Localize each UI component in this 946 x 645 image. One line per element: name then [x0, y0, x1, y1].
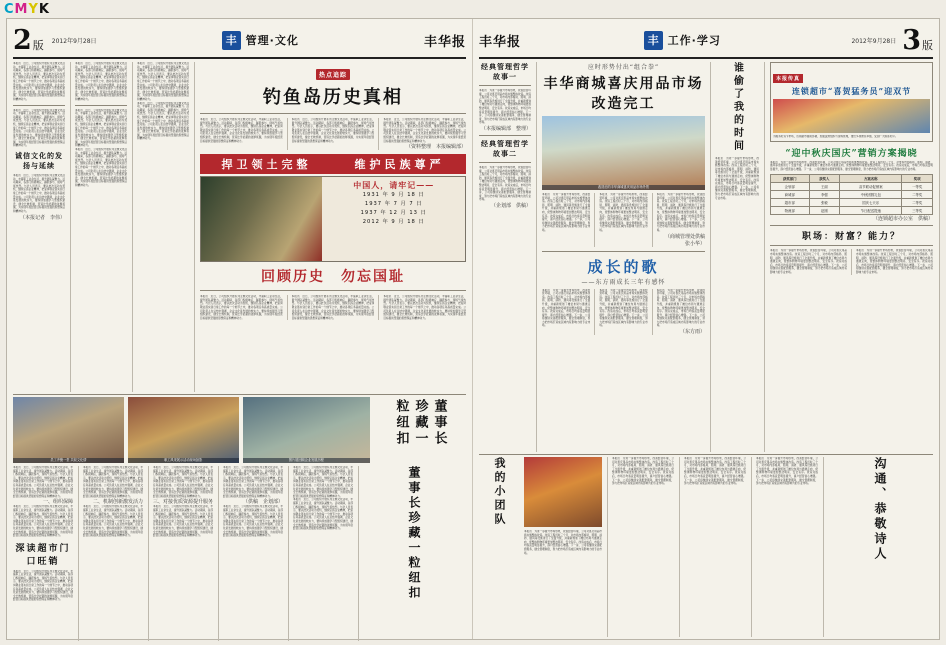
lead-banner: 回顾历史 勿忘国耻: [261, 269, 405, 286]
brand-logo-icon: 丰: [644, 31, 663, 50]
body-text: 本报讯 近日，公司组织开展系列主题文化活动，丰富职工业余生活，提升团队凝聚力。活动期间，各部门积极响应，踊跃参与，现场气氛热烈。与会人员表示，要以此次活动为契机，继续弘扬企业精神，把爱岗敬业落实到日常工作的每一个细节之中，推动各项任务高质量完成。公司负责人在总结中强调，企业文化是发展的软实力，要持续加强学习型组织建设，健全长效机制，营造比学赶超的浓厚氛围，为实现年度经营目标提供坚强的思想保证和精神动力。: [293, 498, 353, 531]
lead-photo: [542, 116, 705, 190]
body-text: 本报讯 近日，公司组织开展系列主题文化活动，丰富职工业余生活，提升团队凝聚力。活动期间，各部门积极响应，踊跃参与，现场气氛热烈。与会人员表示，要以此次活动为契机，继续弘扬企业精神，把爱岗敬业落实到日常工作的每一个细节之中，推动各项任务高质量完成。公司负责人在总结中强调，企业文化是发展的软实力，要持续加强学习型组织建设，健全长效机制，营造比学赶超的浓厚氛围，为实现年度经营目标提供坚强的思想保证和精神动力。: [75, 108, 127, 148]
page-2-char: 版: [32, 38, 44, 52]
body-text: 本报讯 近日，公司组织开展系列主题文化活动，丰富职工业余生活，提升团队凝聚力。活动期间，各部门积极响应，踊跃参与，现场气氛热烈。与会人员表示，要以此次活动为契机，继续弘扬企业精神，把爱岗敬业落实到日常工作的每一个细节之中，推动各项任务高质量完成。公司负责人在总结中强调，企业文化是发展的软实力，要持续加强学习型组织建设，健全长效机制，营造比学赶超的浓厚氛围，为实现年度经营目标提供坚强的思想保证和精神动力。: [153, 505, 213, 538]
body-text: 本报讯 近日，公司组织开展系列主题文化活动，丰富职工业余生活，提升团队凝聚力。活动期间，各部门积极响应，踊跃参与，现场气氛热烈。与会人员表示，要以此次活动为契机，继续弘扬企业精神，把爱岗敬业落实到日常工作的每一个细节之中，推动各项任务高质量完成。公司负责人在总结中强调，企业文化是发展的软实力，要持续加强学习型组织建设，健全长效机制，营造比学赶超的浓厚氛围，为实现年度经营目标提供坚强的思想保证和精神动力。: [223, 466, 283, 498]
body-text: 本报讯 为进一步提升市场形象，改善经营环境，公司对喜庆用品市场实施整体改造。改造工程历时三个月，对市场内部格局、照明、消防、通风等设施进行了全面升级，并重新规划了摊位布局与通道走向，使整体购物环境更加整洁明亮、安全有序。改造完成后，市场日均客流量明显提升，商户经营信心增强。下一步，公司将继续完善配套服务，健全管理制度，努力把市场打造成区域内有影响力的专业市场。: [524, 530, 602, 555]
byline: （东方雨）: [679, 329, 705, 336]
reg-mark-y: Y: [28, 2, 39, 17]
sub-headline: 深读超市门口旺销: [15, 543, 71, 567]
page-2-bottom-columns: [7, 466, 472, 641]
portrait-photo: [201, 177, 322, 261]
byline: （企划部 供稿）: [490, 202, 531, 209]
byline: （商城管理处供稿 张小华）: [664, 233, 710, 247]
body-text: 本报讯 为进一步提升市场形象，改善经营环境，公司对喜庆用品市场实施整体改造。改造工程历时三个月，对市场内部格局、照明、消防、通风等设施进行了全面升级，并重新规划了摊位布局与通道走向，使整体购物环境更加整洁明亮、安全有序。改造完成后，市场日均客流量明显提升，商户经营信心增强。下一步，公司将继续完善配套服务，健全管理制度，努力把市场打造成区域内有影响力的专业市场。: [612, 457, 674, 486]
body-text: 本报讯 近日，公司组织开展系列主题文化活动，丰富职工业余生活，提升团队凝聚力。活动期间，各部门积极响应，踊跃参与，现场气氛热烈。与会人员表示，要以此次活动为契机，继续弘扬企业精神，把爱岗敬业落实到日常工作的每一个细节之中，推动各项任务高质量完成。公司负责人在总结中强调，企业文化是发展的软实力，要持续加强学习型组织建设，健全长效机制，营造比学赶超的浓厚氛围，为实现年度经营目标提供坚强的思想保证和精神动力。: [291, 295, 375, 320]
byline: （本报记者 李伟）: [19, 214, 65, 221]
page-2-section: 管理·文化: [245, 34, 299, 47]
section-label: 三、对接优质资源提升服务: [153, 499, 214, 506]
body-text: 本报讯 近日，公司组织开展系列主题文化活动，丰富职工业余生活，提升团队凝聚力。活动期间，各部门积极响应，踊跃参与，现场气氛热烈。与会人员表示，要以此次活动为契机，继续弘扬企业精神，把爱岗敬业落实到日常工作的每一个细节之中，推动各项任务高质量完成。公司负责人在总结中强调，企业文化是发展的软实力，要持续加强学习型组织建设，健全长效机制，营造比学赶超的浓厚氛围，为实现年度经营目标提供坚强的思想保证和精神动力。: [223, 505, 283, 538]
reg-mark-c: C: [4, 2, 15, 17]
body-text: 本报讯 近日，公司组织开展系列主题文化活动，丰富职工业余生活，提升团队凝聚力。活动期间，各部门积极响应，踊跃参与，现场气氛热烈。与会人员表示，要以此次活动为契机，继续弘扬企业精神，把爱岗敬业落实到日常工作的每一个细节之中，推动各项任务高质量完成。公司负责人在总结中强调，企业文化是发展的软实力，要持续加强学习型组织建设，健全长效机制，营造比学赶超的浓厚氛围，为实现年度经营目标提供坚强的思想保证和精神动力。: [75, 62, 127, 101]
body-text: 本报讯 近日，公司组织开展系列主题文化活动，丰富职工业余生活，提升团队凝聚力。活动期间，各部门积极响应，踊跃参与，现场气氛热烈。与会人员表示，要以此次活动为契机，继续弘扬企业精神，把爱岗敬业落实到日常工作的每一个细节之中，推动各项任务高质量完成。公司负责人在总结中强调，企业文化是发展的软实力，要持续加强学习型组织建设，健全长效机制，营造比学赶超的浓厚氛围，为实现年度经营目标提供坚强的思想保证和精神动力。: [383, 118, 467, 143]
byline: （供稿 企划部）: [242, 499, 283, 506]
body-text: 本报讯 近日，公司组织开展系列主题文化活动，丰富职工业余生活，提升团队凝聚力。活动期间，各部门积极响应，踊跃参与，现场气氛热烈。与会人员表示，要以此次活动为契机，继续弘扬企业精神，把爱岗敬业落实到日常工作的每一个细节之中，推动各项任务高质量完成。公司负责人在总结中强调，企业文化是发展的软实力，要持续加强学习型组织建设，健全长效机制，营造比学赶超的浓厚氛围，为实现年度经营目标提供坚强的思想保证和精神动力。: [13, 174, 65, 213]
pledge-block: [322, 177, 465, 261]
page-2-date: 2012年9月28日: [51, 37, 97, 45]
lead-headline: 钓鱼岛历史真相: [263, 87, 403, 108]
page-2: [7, 19, 473, 639]
page-3-top-columns: [473, 62, 939, 452]
photo-caption: 员工齐聚一堂 共叙文化情: [13, 458, 124, 463]
page-2-badge: [13, 24, 44, 56]
poster-line-2: 维护民族尊严: [354, 158, 445, 172]
body-text: 本报讯 近日，公司组织开展系列主题文化活动，丰富职工业余生活，提升团队凝聚力。活动期间，各部门积极响应，踊跃参与，现场气氛热烈。与会人员表示，要以此次活动为契机，继续弘扬企业精神，把爱岗敬业落实到日常工作的每一个细节之中，推动各项任务高质量完成。公司负责人在总结中强调，企业文化是发展的软实力，要持续加强学习型组织建设，健全长效机制，营造比学赶超的浓厚氛围，为实现年度经营目标提供坚强的思想保证和精神动力。: [137, 62, 189, 101]
body-text: 本报讯 为进一步提升市场形象，改善经营环境，公司对喜庆用品市场实施整体改造。改造工程历时三个月，对市场内部格局、照明、消防、通风等设施进行了全面升级，并重新规划了摊位布局与通道走向，使整体购物环境更加整洁明亮、安全有序。改造完成后，市场日均客流量明显提升，商户经营信心增强。下一步，公司将继续完善配套服务，健全管理制度，努力把市场打造成区域内有影响力的专业市场。: [715, 157, 759, 200]
page-3-masthead: [479, 23, 933, 59]
body-text: 本报讯 为进一步提升市场形象，改善经营环境，公司对喜庆用品市场实施整体改造。改造工程历时三个月，对市场内部格局、照明、消防、通风等设施进行了全面升级，并重新规划了摊位布局与通道走向，使整体购物环境更加整洁明亮、安全有序。改造完成后，市场日均客流量明显提升，商户经营信心增强。下一步，公司将继续完善配套服务，健全管理制度，努力把市场打造成区域内有影响力的专业市场。: [542, 288, 591, 328]
table-cell: 超市部: [771, 199, 810, 207]
article-headline-vertical: 董事长珍藏一粒纽扣: [407, 466, 421, 601]
photo-caption: 职工风采展示活动现场掠影: [128, 458, 239, 463]
sub-headline: 诚信文化的发扬与延续: [15, 151, 63, 171]
news-photo: [773, 99, 930, 133]
body-text: 本报讯 近日，公司组织开展系列主题文化活动，丰富职工业余生活，提升团队凝聚力。活动期间，各部门积极响应，踊跃参与，现场气氛热烈。与会人员表示，要以此次活动为契机，继续弘扬企业精神，把爱岗敬业落实到日常工作的每一个细节之中，推动各项任务高质量完成。公司负责人在总结中强调，企业文化是发展的软实力，要持续加强学习型组织建设，健全长效机制，营造比学赶超的浓厚氛围，为实现年度经营目标提供坚强的思想保证和精神动力。: [13, 466, 73, 498]
page-2-masthead: [13, 23, 466, 59]
registration-marks: [4, 2, 50, 17]
table-row: [771, 199, 933, 207]
photo-caption: 改造后的丰华商城喜庆用品市场外景: [542, 185, 705, 190]
table-cell: 三等奖: [902, 207, 933, 215]
table-row: [771, 207, 933, 215]
team-photo: [524, 457, 602, 527]
table-note: （连锁超市办公室 供稿）: [872, 216, 933, 223]
body-text: 本报讯 为进一步提升市场形象，改善经营环境，公司对喜庆用品市场实施整体改造。改造工程历时三个月，对市场内部格局、照明、消防、通风等设施进行了全面升级，并重新规划了摊位布局与通道走向，使整体购物环境更加整洁明亮、安全有序。改造完成后，市场日均客流量明显提升，商户经营信心增强。下一步，公司将继续完善配套服务，健全管理制度，努力把市场打造成区域内有影响力的专业市场。: [599, 288, 648, 328]
page-3-section: 工作·学习: [667, 34, 721, 47]
body-text: 本报讯 为进一步提升市场形象，改善经营环境，公司对喜庆用品市场实施整体改造。改造工程历时三个月，对市场内部格局、照明、消防、通风等设施进行了全面升级，并重新规划了摊位布局与通道走向，使整体购物环境更加整洁明亮、安全有序。改造完成后，市场日均客流量明显提升，商户经营信心增强。下一步，公司将继续完善配套服务，健全管理制度，努力把市场打造成区域内有影响力的专业市场。: [479, 165, 531, 202]
body-text: 本报讯 为进一步提升市场形象，改善经营环境，公司对喜庆用品市场实施整体改造。改造工程历时三个月，对市场内部格局、照明、消防、通风等设施进行了全面升级，并重新规划了摊位布局与通道走向，使整体购物环境更加整洁明亮、安全有序。改造完成后，市场日均客流量明显提升，商户经营信心增强。下一步，公司将继续完善配套服务，健全管理制度，努力把市场打造成区域内有影响力的专业市场。: [656, 288, 705, 328]
table-cell: 王丽: [809, 183, 840, 191]
news-tag: 本报传真: [773, 74, 803, 83]
body-text: 本报讯 近日，公司组织开展系列主题文化活动，丰富职工业余生活，提升团队凝聚力。活动期间，各部门积极响应，踊跃参与，现场气氛热烈。与会人员表示，要以此次活动为契机，继续弘扬企业精神，把爱岗敬业落实到日常工作的每一个细节之中，推动各项任务高质量完成。公司负责人在总结中强调，企业文化是发展的软实力，要持续加强学习型组织建设，健全长效机制，营造比学赶超的浓厚氛围，为实现年度经营目标提供坚强的思想保证和精神动力。: [293, 466, 353, 498]
section-label: 二、机制创新激发活力: [92, 499, 143, 506]
table-header-cell: 方案名称: [840, 175, 902, 183]
table-header-cell: 获奖部门: [771, 175, 810, 183]
table-header-cell: 获奖人: [809, 175, 840, 183]
page-3-number: 3: [902, 24, 922, 56]
table-header-row: [771, 175, 933, 183]
body-text: 本报讯 近日，公司组织开展系列主题文化活动，丰富职工业余生活，提升团队凝聚力。活动期间，各部门积极响应，踊跃参与，现场气氛热烈。与会人员表示，要以此次活动为契机，继续弘扬企业精神，把爱岗敬业落实到日常工作的每一个细节之中，推动各项任务高质量完成。公司负责人在总结中强调，企业文化是发展的软实力，要持续加强学习型组织建设，健全长效机制，营造比学赶超的浓厚氛围，为实现年度经营目标提供坚强的思想保证和精神动力。: [137, 101, 189, 141]
body-text: 本报讯 为进一步提升市场形象，改善经营环境，公司对喜庆用品市场实施整体改造。改造工程历时三个月，对市场内部格局、照明、消防、通风等设施进行了全面升级，并重新规划了摊位布局与通道走向，使整体购物环境更加整洁明亮、安全有序。改造完成后，市场日均客流量明显提升，商户经营信心增强。下一步，公司将继续完善配套服务，健全管理制度，努力把市场打造成区域内有影响力的专业市场。: [684, 457, 746, 486]
body-text: 本报讯 近日，公司组织开展系列主题文化活动，丰富职工业余生活，提升团队凝聚力。活动期间，各部门积极响应，踊跃参与，现场气氛热烈。与会人员表示，要以此次活动为契机，继续弘扬企业精神，把爱岗敬业落实到日常工作的每一个细节之中，推动各项任务高质量完成。公司负责人在总结中强调，企业文化是发展的软实力，要持续加强学习型组织建设，健全长效机制，营造比学赶超的浓厚氛围，为实现年度经营目标提供坚强的思想保证和精神动力。: [83, 466, 143, 498]
photo-caption: 图片展回顾企业发展历程: [243, 458, 370, 463]
photo: [128, 397, 239, 463]
pledge-date: 1937 年 7 月 7 日: [364, 201, 423, 208]
body-text: 本报讯 近日，公司组织开展系列主题文化活动，丰富职工业余生活，提升团队凝聚力。活动期间，各部门积极响应，踊跃参与，现场气氛热烈。与会人员表示，要以此次活动为契机，继续弘扬企业精神，把爱岗敬业落实到日常工作的每一个细节之中，推动各项任务高质量完成。公司负责人在总结中强调，企业文化是发展的软实力，要持续加强学习型组织建设，健全长效机制，营造比学赶超的浓厚氛围，为实现年度经营目标提供坚强的思想保证和精神动力。: [13, 108, 65, 148]
poster-line-1: 捍卫领土完整: [221, 158, 312, 172]
page-3-date: 2012年9月28日: [851, 37, 897, 45]
body-text: 本报讯 近日，公司组织开展系列主题文化活动，丰富职工业余生活，提升团队凝聚力。活动期间，各部门积极响应，踊跃参与，现场气氛热烈。与会人员表示，要以此次活动为契机，继续弘扬企业精神，把爱岗敬业落实到日常工作的每一个细节之中，推动各项任务高质量完成。公司负责人在总结中强调，企业文化是发展的软实力，要持续加强学习型组织建设，健全长效机制，营造比学赶超的浓厚氛围，为实现年度经营目标提供坚强的思想保证和精神动力。: [13, 505, 73, 538]
body-text: 本报讯 为进一步提升市场形象，改善经营环境，公司对喜庆用品市场实施整体改造。改造工程历时三个月，对市场内部格局、照明、消防、通风等设施进行了全面升级，并重新规划了摊位布局与通道走向，使整体购物环境更加整洁明亮、安全有序。改造完成后，市场日均客流量明显提升，商户经营信心增强。下一步，公司将继续完善配套服务，健全管理制度，努力把市场打造成区域内有影响力的专业市场。: [542, 193, 591, 232]
page-2-brand: 丰华报: [424, 34, 467, 50]
body-text: 本报讯 近日，公司组织开展系列主题文化活动，丰富职工业余生活，提升团队凝聚力。活动期间，各部门积极响应，踊跃参与，现场气氛热烈。与会人员表示，要以此次活动为契机，继续弘扬企业精神，把爱岗敬业落实到日常工作的每一个细节之中，推动各项任务高质量完成。公司负责人在总结中强调，企业文化是发展的软实力，要持续加强学习型组织建设，健全长效机制，营造比学赶超的浓厚氛围，为实现年度经营目标提供坚强的思想保证和精神动力。: [13, 62, 65, 101]
byline: （本报编辑部 整理）: [480, 125, 531, 132]
reg-mark-k: K: [38, 2, 50, 17]
lead-tag: 热点追踪: [316, 69, 350, 80]
reg-mark-m: M: [14, 2, 29, 17]
body-text: 本报讯 为进一步提升市场形象，改善经营环境，公司对喜庆用品市场实施整体改造。改造工程历时三个月，对市场内部格局、照明、消防、通风等设施进行了全面升级，并重新规划了摊位布局与通道走向，使整体购物环境更加整洁明亮、安全有序。改造完成后，市场日均客流量明显提升，商户经营信心增强。下一步，公司将继续完善配套服务，健全管理制度，努力把市场打造成区域内有影响力的专业市场。: [599, 193, 648, 232]
photo-strip: [7, 397, 472, 463]
lead-poster: [200, 176, 466, 262]
body-text: 本报讯 近日，公司组织开展系列主题文化活动，丰富职工业余生活，提升团队凝聚力。活动期间，各部门积极响应，踊跃参与，现场气氛热烈。与会人员表示，要以此次活动为契机，继续弘扬企业精神，把爱岗敬业落实到日常工作的每一个细节之中，推动各项任务高质量完成。公司负责人在总结中强调，企业文化是发展的软实力，要持续加强学习型组织建设，健全长效机制，营造比学赶超的浓厚氛围，为实现年度经营目标提供坚强的思想保证和精神动力。: [153, 466, 213, 498]
byline: （资料整理 本报编辑部）: [406, 144, 467, 151]
table-cell: 中秋团圆礼包: [840, 191, 902, 199]
page-3: [473, 19, 939, 639]
photo: [13, 397, 124, 463]
page-2-number: 2: [13, 24, 32, 56]
body-text: 本报讯 近日，公司组织开展系列主题文化活动，丰富职工业余生活，提升团队凝聚力。活动期间，各部门积极响应，踊跃参与，现场气氛热烈。与会人员表示，要以此次活动为契机，继续弘扬企业精神，把爱岗敬业落实到日常工作的每一个细节之中，推动各项任务高质量完成。公司负责人在总结中强调，企业文化是发展的软实力，要持续加强学习型组织建设，健全长效机制，营造比学赶超的浓厚氛围，为实现年度经营目标提供坚强的思想保证和精神动力。: [83, 505, 143, 538]
career-title: 职场：财富？能力？: [801, 232, 901, 243]
award-table: [770, 174, 933, 215]
table-cell: 二等奖: [902, 191, 933, 199]
table-cell: 二等奖: [902, 199, 933, 207]
body-text: 本报讯 为进一步提升市场形象，改善经营环境，公司对喜庆用品市场实施整体改造。改造工程历时三个月，对市场内部格局、照明、消防、通风等设施进行了全面升级，并重新规划了摊位布局与通道走向，使整体购物环境更加整洁明亮、安全有序。改造完成后，市场日均客流量明显提升，商户经营信心增强。下一步，公司将继续完善配套服务，健全管理制度，努力把市场打造成区域内有影响力的专业市场。: [770, 160, 933, 171]
page-3-brand: 丰华报: [479, 34, 522, 50]
feature-subtitle: ——东方雨成长三年有感怀: [581, 278, 666, 286]
vertical-headline-wrap: [374, 397, 466, 463]
body-text: 本报讯 近日，公司组织开展系列主题文化活动，丰富职工业余生活，提升团队凝聚力。活动期间，各部门积极响应，踊跃参与，现场气氛热烈。与会人员表示，要以此次活动为契机，继续弘扬企业精神，把爱岗敬业落实到日常工作的每一个细节之中，推动各项任务高质量完成。公司负责人在总结中强调，企业文化是发展的软实力，要持续加强学习型组织建设，健全长效机制，营造比学赶超的浓厚氛围，为实现年度经营目标提供坚强的思想保证和精神动力。: [200, 118, 283, 143]
news-body: 为服务好双节市场，连锁超市提前部署，加强货源组织与现场管理，推出多项便民举措，受到广大顾客好评。: [773, 135, 898, 138]
table-cell: 李强: [809, 191, 840, 199]
body-text: 本报讯 近日，公司组织开展系列主题文化活动，丰富职工业余生活，提升团队凝聚力。活动期间，各部门积极响应，踊跃参与，现场气氛热烈。与会人员表示，要以此次活动为契机，继续弘扬企业精神，把爱岗敬业落实到日常工作的每一个细节之中，推动各项任务高质量完成。公司负责人在总结中强调，企业文化是发展的软实力，要持续加强学习型组织建设，健全长效机制，营造比学赶超的浓厚氛围，为实现年度经营目标提供坚强的思想保证和精神动力。: [383, 295, 467, 320]
lead-headline: 丰华商城喜庆用品市场改造完工: [543, 76, 704, 112]
body-text: 本报讯 为进一步提升市场形象，改善经营环境，公司对喜庆用品市场实施整体改造。改造工程历时三个月，对市场内部格局、照明、消防、通风等设施进行了全面升级，并重新规划了摊位布局与通道走向，使整体购物环境更加整洁明亮、安全有序。改造完成后，市场日均客流量明显提升，商户经营信心增强。下一步，公司将继续完善配套服务，健全管理制度，努力把市场打造成区域内有影响力的专业市场。: [770, 249, 847, 274]
section-label: 一、组织保障: [42, 499, 73, 506]
table-row: [771, 191, 933, 199]
pledge-date: 2012 年 9 月 18 日: [362, 219, 425, 226]
page-2-top-columns: [7, 62, 472, 392]
body-text: 本报讯 为进一步提升市场形象，改善经营环境，公司对喜庆用品市场实施整体改造。改造工程历时三个月，对市场内部格局、照明、消防、通风等设施进行了全面升级，并重新规划了摊位布局与通道走向，使整体购物环境更加整洁明亮、安全有序。改造完成后，市场日均客流量明显提升，商户经营信心增强。下一步，公司将继续完善配套服务，健全管理制度，努力把市场打造成区域内有影响力的专业市场。: [856, 249, 933, 274]
green-title: “迎中秋庆国庆”营销方案揭晓: [785, 148, 918, 159]
page-3-badge: [902, 24, 934, 56]
table-cell: 赵刚: [809, 207, 840, 215]
lead-kicker: 应时形势付出“组合拳”: [587, 64, 660, 71]
pledge-title: 中国人，请牢记——: [353, 180, 435, 191]
column-title: 经典管理哲学故事二: [481, 138, 529, 158]
pledge-date: 1937 年 12 月 13 日: [360, 210, 427, 217]
table-cell: 一等奖: [902, 183, 933, 191]
table-cell: 物流部: [771, 207, 810, 215]
page-3-bottom-columns: [473, 457, 939, 637]
body-text: 本报讯 为进一步提升市场形象，改善经营环境，公司对喜庆用品市场实施整体改造。改造工程历时三个月，对市场内部格局、照明、消防、通风等设施进行了全面升级，并重新规划了摊位布局与通道走向，使整体购物环境更加整洁明亮、安全有序。改造完成后，市场日均客流量明显提升，商户经营信心增强。下一步，公司将继续完善配套服务，健全管理制度，努力把市场打造成区域内有影响力的专业市场。: [479, 89, 531, 125]
column-title: 经典管理哲学故事一: [481, 62, 529, 81]
vertical-title: 沟通、恭敬诗人: [873, 457, 887, 562]
vertical-title: 我的小团队: [493, 457, 506, 527]
body-text: 本报讯 为进一步提升市场形象，改善经营环境，公司对喜庆用品市场实施整体改造。改造工程历时三个月，对市场内部格局、照明、消防、通风等设施进行了全面升级，并重新规划了摊位布局与通道走向，使整体购物环境更加整洁明亮、安全有序。改造完成后，市场日均客流量明显提升，商户经营信心增强。下一步，公司将继续完善配套服务，健全管理制度，努力把市场打造成区域内有影响力的专业市场。: [656, 193, 705, 232]
body-text: 本报讯 近日，公司组织开展系列主题文化活动，丰富职工业余生活，提升团队凝聚力。活动期间，各部门积极响应，踊跃参与，现场气氛热烈。与会人员表示，要以此次活动为契机，继续弘扬企业精神，把爱岗敬业落实到日常工作的每一个细节之中，推动各项任务高质量完成。公司负责人在总结中强调，企业文化是发展的软实力，要持续加强学习型组织建设，健全长效机制，营造比学赶超的浓厚氛围，为实现年度经营目标提供坚强的思想保证和精神动力。: [75, 148, 127, 187]
body-text: 本报讯 近日，公司组织开展系列主题文化活动，丰富职工业余生活，提升团队凝聚力。活动期间，各部门积极响应，踊跃参与，现场气氛热烈。与会人员表示，要以此次活动为契机，继续弘扬企业精神，把爱岗敬业落实到日常工作的每一个细节之中，推动各项任务高质量完成。公司负责人在总结中强调，企业文化是发展的软实力，要持续加强学习型组织建设，健全长效机制，营造比学赶超的浓厚氛围，为实现年度经营目标提供坚强的思想保证和精神动力。: [13, 569, 73, 602]
table-cell: 节日配送提速: [840, 207, 902, 215]
pledge-date: 1931 年 9 月 18 日: [362, 192, 425, 199]
page-3-char: 版: [922, 38, 934, 52]
table-cell: 企划部: [771, 183, 810, 191]
table-cell: 双节联动促销案: [840, 183, 902, 191]
table-header-cell: 奖项: [902, 175, 933, 183]
body-text: 本报讯 近日，公司组织开展系列主题文化活动，丰富职工业余生活，提升团队凝聚力。活动期间，各部门积极响应，踊跃参与，现场气氛热烈。与会人员表示，要以此次活动为契机，继续弘扬企业精神，把爱岗敬业落实到日常工作的每一个细节之中，推动各项任务高质量完成。公司负责人在总结中强调，企业文化是发展的软实力，要持续加强学习型组织建设，健全长效机制，营造比学赶超的浓厚氛围，为实现年度经营目标提供坚强的思想保证和精神动力。: [200, 295, 283, 320]
photo: [243, 397, 370, 463]
news-title: 连锁超市“喜贺猛务员”迎双节: [791, 86, 912, 96]
body-text: 本报讯 近日，公司组织开展系列主题文化活动，丰富职工业余生活，提升团队凝聚力。活动期间，各部门积极响应，踊跃参与，现场气氛热烈。与会人员表示，要以此次活动为契机，继续弘扬企业精神，把爱岗敬业落实到日常工作的每一个细节之中，推动各项任务高质量完成。公司负责人在总结中强调，企业文化是发展的软实力，要持续加强学习型组织建设，健全长效机制，营造比学赶超的浓厚氛围，为实现年度经营目标提供坚强的思想保证和精神动力。: [291, 118, 375, 143]
body-text: 本报讯 为进一步提升市场形象，改善经营环境，公司对喜庆用品市场实施整体改造。改造工程历时三个月，对市场内部格局、照明、消防、通风等设施进行了全面升级，并重新规划了摊位布局与通道走向，使整体购物环境更加整洁明亮、安全有序。改造完成后，市场日均客流量明显提升，商户经营信心增强。下一步，公司将继续完善配套服务，健全管理制度，努力把市场打造成区域内有影响力的专业市场。: [756, 457, 818, 486]
feature-title: 成长的歌: [587, 257, 660, 276]
table-cell: 张敏: [809, 199, 840, 207]
table-cell: 商城部: [771, 191, 810, 199]
brand-logo-icon: 丰: [222, 31, 241, 50]
newspaper-sheet: [6, 18, 940, 640]
news-box: [770, 62, 933, 142]
table-cell: 国庆七天乐: [840, 199, 902, 207]
sub-headline-vertical: 董事长珍藏一粒纽扣: [393, 399, 447, 447]
vertical-title: 谁偷了我的时间: [731, 62, 743, 153]
table-row: [771, 183, 933, 191]
